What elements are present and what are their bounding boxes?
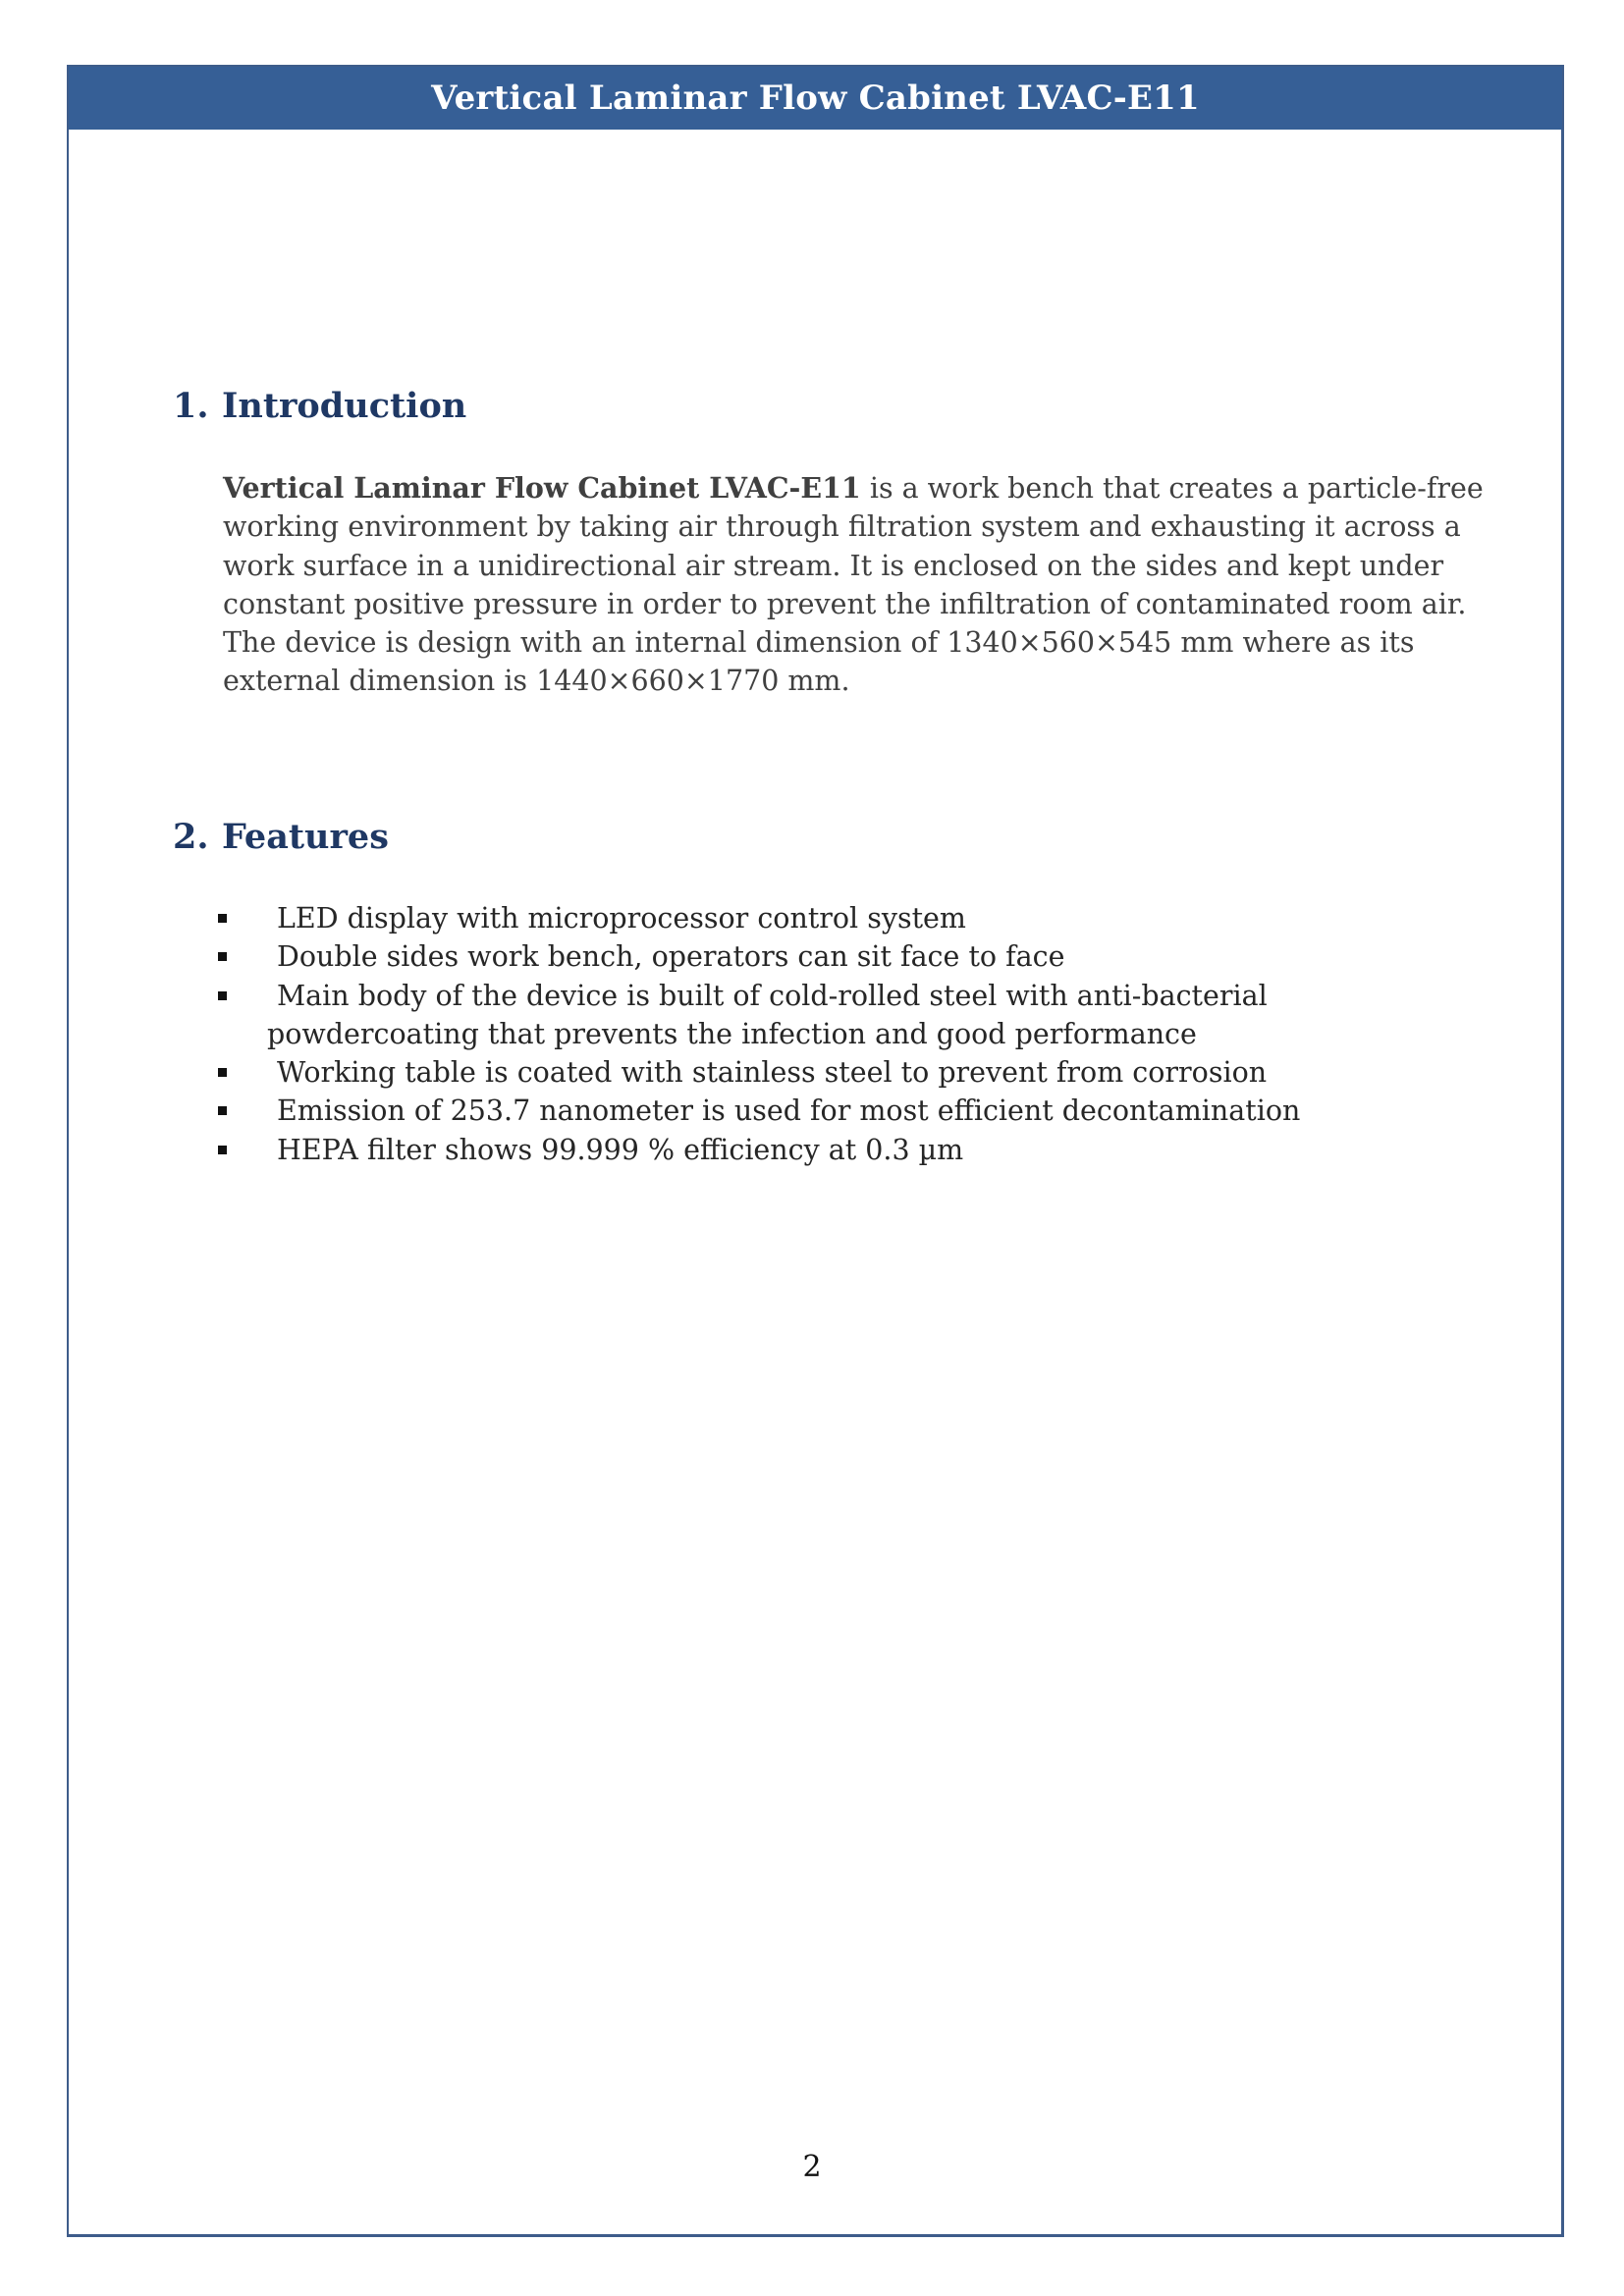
square-bullet-icon [218, 1068, 227, 1077]
list-item [214, 899, 1490, 937]
square-bullet-icon [218, 1106, 227, 1115]
introduction-line: working environment by taking air through filtration system and exhausting it across a [223, 510, 1461, 544]
section-title: Features [222, 817, 389, 857]
list-item [214, 1092, 1490, 1130]
feature-text: LED display with microprocessor control system [277, 902, 966, 934]
features-list [214, 899, 1490, 1169]
list-item [214, 937, 1490, 976]
section-number: 2. [173, 817, 209, 857]
section-heading-introduction [173, 386, 467, 426]
introduction-line: The device is design with an internal dimension of 1340×560×545 mm where as its [223, 626, 1415, 660]
feature-text: Working table is coated with stainless steel to prevent from corrosion [277, 1056, 1268, 1090]
square-bullet-icon [218, 991, 227, 1000]
introduction-lead: Vertical Laminar Flow Cabinet LVAC-E11 [223, 471, 861, 505]
list-item [214, 977, 1490, 1054]
list-item [214, 1053, 1490, 1092]
section-number: 1. [173, 386, 209, 426]
square-bullet-icon [218, 914, 227, 923]
introduction-line: constant positive pressure in order to prevent the infiltration of contaminated room air. [223, 587, 1467, 620]
page-number: 2 [802, 2150, 822, 2184]
feature-text-continuation: powdercoating that prevents the infection and good performance [267, 1017, 1197, 1050]
feature-text: Main body of the device is built of cold-rolled steel with anti-bacterial [277, 979, 1268, 1012]
feature-text: Double sides work bench, operators can sit face to face [277, 940, 1065, 974]
section-heading-features [173, 817, 389, 857]
feature-text: Emission of 253.7 nanometer is used for most efficient decontamination [277, 1095, 1301, 1128]
square-bullet-icon [218, 952, 227, 961]
introduction-line: external dimension is 1440×660×1770 mm. [223, 665, 850, 698]
square-bullet-icon [218, 1146, 227, 1154]
list-item [214, 1131, 1490, 1169]
introduction-paragraph [223, 469, 1499, 701]
section-title: Introduction [222, 386, 467, 426]
introduction-line: is a work bench that creates a particle-free [860, 472, 1484, 505]
feature-text: HEPA filter shows 99.999 % efficiency at 0.3 µm [277, 1133, 964, 1166]
page-header-title: Vertical Laminar Flow Cabinet LVAC-E11 [69, 67, 1562, 130]
introduction-line: work surface in a unidirectional air stream. It is enclosed on the sides and kept under [223, 549, 1444, 582]
